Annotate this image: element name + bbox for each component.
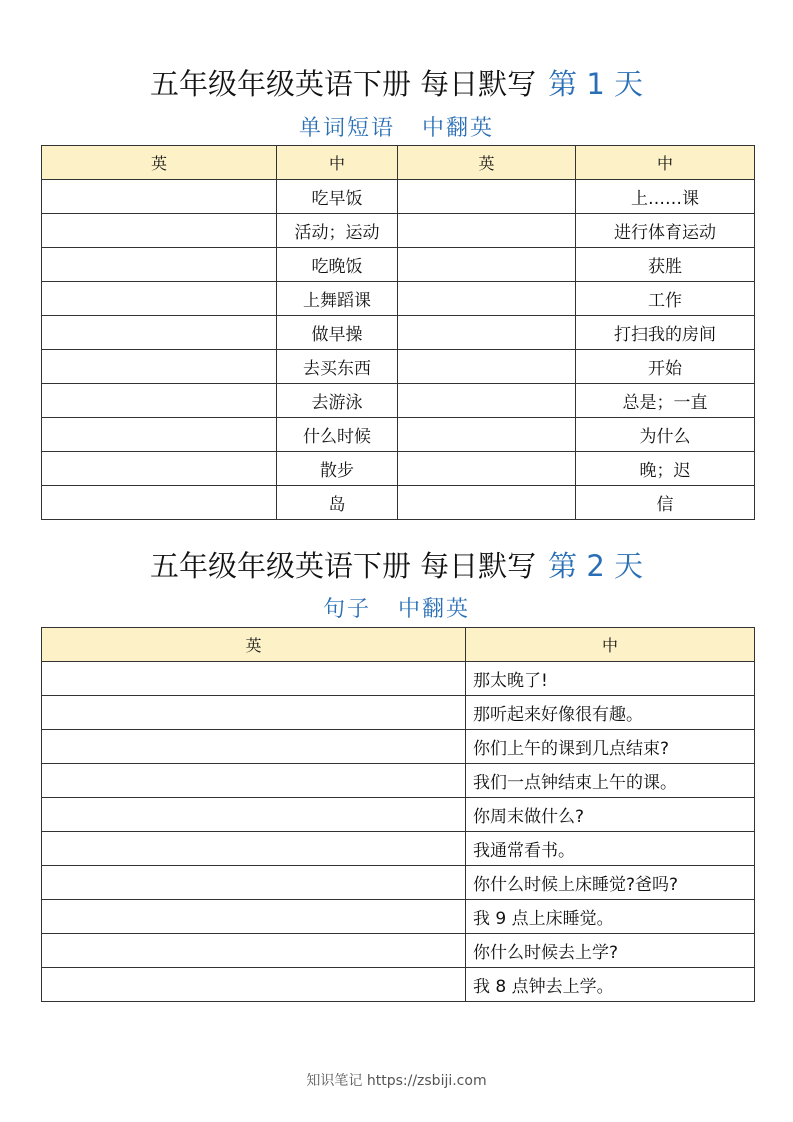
section2-title-text: 五年级年级英语下册 每日默写 [149, 549, 537, 583]
answer-cell[interactable] [398, 350, 576, 384]
sentence-table-header-row [42, 628, 755, 662]
sentence-cell: 我 8 点钟去上学。 [466, 968, 755, 1002]
table-row [42, 486, 755, 520]
sentence-cell: 我通常看书。 [466, 832, 755, 866]
sentence-cell: 那太晚了! [466, 662, 755, 696]
table-row [42, 798, 755, 832]
chinese-cell: 活动；运动 [277, 214, 398, 248]
answer-cell[interactable] [398, 282, 576, 316]
chinese-cell: 岛 [277, 486, 398, 520]
answer-cell[interactable] [42, 248, 277, 282]
answer-cell[interactable] [398, 214, 576, 248]
answer-cell[interactable] [42, 866, 466, 900]
chinese-cell: 获胜 [576, 248, 755, 282]
section1-subtitle: 单词短语 中翻英 [299, 116, 494, 141]
answer-cell[interactable] [42, 662, 466, 696]
chinese-cell: 散步 [277, 452, 398, 486]
table-row [42, 282, 755, 316]
table-row [42, 180, 755, 214]
table-row [42, 452, 755, 486]
sentence-cell: 你什么时候去上学? [466, 934, 755, 968]
chinese-cell: 上……课 [576, 180, 755, 214]
answer-cell[interactable] [42, 316, 277, 350]
answer-cell[interactable] [42, 452, 277, 486]
answer-cell[interactable] [42, 798, 466, 832]
answer-cell[interactable] [42, 282, 277, 316]
chinese-cell: 总是；一直 [576, 384, 755, 418]
answer-cell[interactable] [42, 696, 466, 730]
answer-cell[interactable] [398, 316, 576, 350]
chinese-cell: 打扫我的房间 [576, 316, 755, 350]
chinese-cell: 上舞蹈课 [277, 282, 398, 316]
table-row [42, 900, 755, 934]
chinese-cell: 工作 [576, 282, 755, 316]
chinese-cell: 开始 [576, 350, 755, 384]
header-zh-2: 中 [576, 146, 755, 180]
table-row [42, 384, 755, 418]
sentence-cell: 你们上午的课到几点结束? [466, 730, 755, 764]
header-zh-1: 中 [277, 146, 398, 180]
table-row [42, 418, 755, 452]
chinese-cell: 去买东西 [277, 350, 398, 384]
section1-day: 第 1 天 [548, 67, 644, 101]
sentence-cell: 那听起来好像很有趣。 [466, 696, 755, 730]
vocab-table [41, 145, 755, 520]
section2-title [0, 548, 793, 584]
answer-cell[interactable] [398, 248, 576, 282]
chinese-cell: 吃早饭 [277, 180, 398, 214]
header-en-1: 英 [42, 146, 277, 180]
section2-day: 第 2 天 [548, 549, 644, 583]
table-row [42, 832, 755, 866]
answer-cell[interactable] [42, 486, 277, 520]
table-row [42, 248, 755, 282]
chinese-cell: 去游泳 [277, 384, 398, 418]
sentence-cell: 我们一点钟结束上午的课。 [466, 764, 755, 798]
header-en-2: 英 [398, 146, 576, 180]
table-row [42, 350, 755, 384]
chinese-cell: 为什么 [576, 418, 755, 452]
table-row [42, 934, 755, 968]
answer-cell[interactable] [42, 350, 277, 384]
answer-cell[interactable] [42, 384, 277, 418]
footer-watermark: 知识笔记 https://zsbiji.com [306, 1073, 487, 1089]
answer-cell[interactable] [42, 418, 277, 452]
sentence-table [41, 627, 755, 1002]
section1-title-text: 五年级年级英语下册 每日默写 [149, 67, 537, 101]
chinese-cell: 吃晚饭 [277, 248, 398, 282]
chinese-cell: 什么时候 [277, 418, 398, 452]
answer-cell[interactable] [398, 486, 576, 520]
chinese-cell: 信 [576, 486, 755, 520]
section1-title [0, 66, 793, 102]
table-row [42, 968, 755, 1002]
answer-cell[interactable] [42, 900, 466, 934]
table-row [42, 662, 755, 696]
answer-cell[interactable] [42, 968, 466, 1002]
table-row [42, 764, 755, 798]
sentence-cell: 我 9 点上床睡觉。 [466, 900, 755, 934]
table-row [42, 316, 755, 350]
chinese-cell: 进行体育运动 [576, 214, 755, 248]
table-row [42, 214, 755, 248]
table-row [42, 730, 755, 764]
sentence-cell: 你什么时候上床睡觉?爸吗? [466, 866, 755, 900]
answer-cell[interactable] [398, 452, 576, 486]
section2-subtitle: 句子 中翻英 [323, 597, 470, 622]
header-zh: 中 [466, 628, 755, 662]
answer-cell[interactable] [42, 214, 277, 248]
answer-cell[interactable] [42, 764, 466, 798]
table-row [42, 866, 755, 900]
table-row [42, 696, 755, 730]
answer-cell[interactable] [398, 180, 576, 214]
chinese-cell: 晚；迟 [576, 452, 755, 486]
answer-cell[interactable] [398, 384, 576, 418]
answer-cell[interactable] [398, 418, 576, 452]
answer-cell[interactable] [42, 934, 466, 968]
answer-cell[interactable] [42, 730, 466, 764]
sentence-cell: 你周末做什么? [466, 798, 755, 832]
answer-cell[interactable] [42, 832, 466, 866]
chinese-cell: 做早操 [277, 316, 398, 350]
answer-cell[interactable] [42, 180, 277, 214]
vocab-table-header-row [42, 146, 755, 180]
header-en: 英 [42, 628, 466, 662]
